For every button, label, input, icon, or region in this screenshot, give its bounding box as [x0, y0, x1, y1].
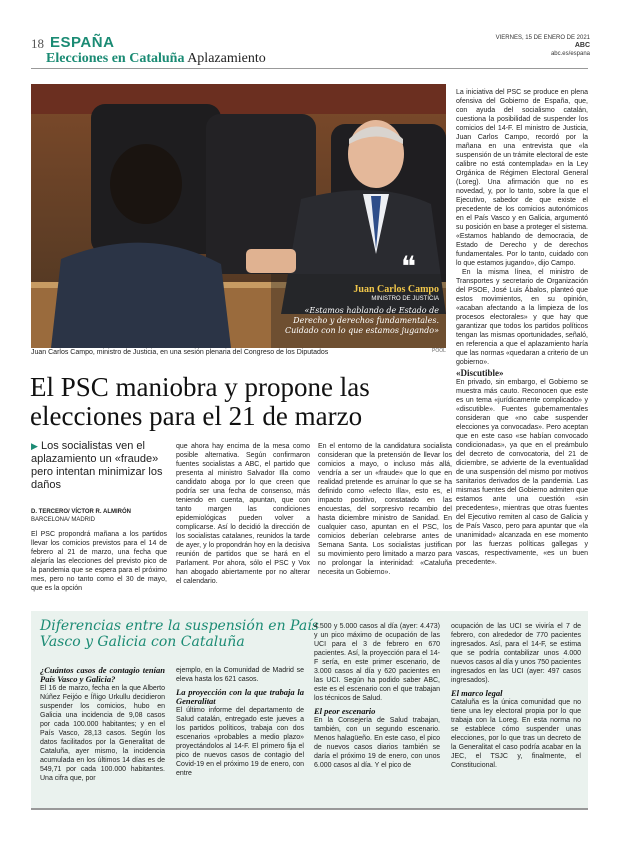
byline [31, 508, 171, 524]
box-s1-title: ¿Cuántos casos de contagio tenían País Vasco y Galicia? [40, 665, 165, 684]
photo-caption: Juan Carlos Campo, ministro de Justicia, en una sesión plenaria del Congreso de los Diputados [31, 349, 329, 356]
subsection-bold: Elecciones en Cataluña [46, 51, 185, 66]
article-col3: En el entorno de la candidatura socialista consideran que la pretensión de llevar los comicios a mayo, o incluso más allá, vendría a ser un «fraude» que lo que en realidad pretende es arruinar lo que se ha definido como «efecto Illa», esto es, el impacto positivo, constatado en las encuestas, del sorpresivo recambio del hasta diciembre ministro de Sanidad. En cualquier caso, apuntan en el PSC, los comicios deberían celebrarse antes de Semana Santa. Los socialistas justifican su movimiento pero limitado a marzo para no prolongar la interinidad: «Cataluña necesita un Gobierno». [318, 443, 452, 576]
col4-para2: En la misma línea, el ministro de Transportes y secretario de Organización del PSOE, José Luis Ábalos, planteó que estos movimientos, en su opinión, «acaban afectando a la limpieza de los procesos electorales» y que hay que garantizar que todos los partidos políticos tengan las mismas oportunidades, señaló, en referencia a que el aplazamiento haría que las normas «quedaran a criterio de un gobierno». [456, 269, 588, 366]
box-s2-title: La proyección con la que trabaja la Generalitat [176, 687, 304, 706]
box-section-1 [40, 666, 165, 783]
dateline: BARCELONA/ MADRID [31, 517, 96, 523]
header-info [486, 34, 590, 58]
quote-icon: ❝ [401, 250, 417, 283]
subsection-rest: Aplazamiento [187, 51, 266, 66]
byline-authors: D. TERCERO/ VÍCTOR R. ALMIRÓN [31, 509, 132, 515]
photo-credit: POOL [432, 348, 446, 354]
col4-para1: La iniciativa del PSC se produce en plena ofensiva del Gobierno de España, que, con ayuda del socialismo catalán, cuestiona la posibilidad de suspender los comicios del 14-F. El ministro de Justicia, Juan Carlos Campo, recordó por la mañana en una entrevista que «la suspensión de un trámite electoral de este calibre no está contemplada» en la Ley Orgánica de Régimen Electoral General (Loreg). Una afirmación que no es novedad, y, por lo tanto, sobre la que el Ejecutivo, sabedor de que existe el precedente de los comicios autonómicos en el País Vasco y en Galicia, argumentó su posición en base a proteger el sistema. «Estamos hablando de democracia, de Estado de Derecho y de derechos fundamentales. Por lo tanto, cuidado con lo que estamos jugando», dijo Campo. [456, 89, 588, 267]
issue-date: VIERNES, 15 DE ENERO DE 2021 [495, 35, 590, 41]
box-s1-cont: ejemplo, en la Comunidad de Madrid se eleva hasta los 621 casos. [176, 667, 304, 683]
box-s2-text: El último informe del departamento de Salud catalán, entregado este jueves a los partidos políticos, trabaja con dos escenarios «probables a medio plazo» proyectándolos al 14-F. El primero fija el pico de nuevos casos de contagio del Covid-19 en el próximo 19 de enero, con entre [176, 707, 304, 777]
bottom-rule [31, 808, 588, 810]
header-rule [31, 68, 588, 69]
main-photo [31, 84, 446, 348]
article-col4 [456, 88, 588, 567]
article-col2: que ahora hay encima de la mesa como posible alternativa. Según confirmaron fuentes socialistas a ABC, el partido que presenta al ministro Salvador Illa como candidato aboga por lo que creen que podría ser una fecha de consenso, más teniendo en cuenta, apuntan, que con tanto margen las condiciones epidemiológicas pueden volver a complicarse. Así lo decidió la dirección de los socialistas catalanes, reunidos la tarde de ayer, y lo propondrán hoy en la decisiva reunión de partidos que se hará en el Parlament. Por ahora, sólo el PSC y Vox han abogado abiertamente por no alterar el calendario. [176, 443, 310, 585]
brand: ABC [574, 42, 590, 49]
box-s3-cont: ocupación de las UCI se viviría el 7 de febrero, con alrededor de 770 pacientes ingresados. Así, para el 14-F, se estima que se podría contabilizar unos 4.000 nuevos casos al día y unos 750 pacientes ingresados en las UCI (ayer: 497 casos ingresados). [451, 623, 581, 684]
page-number: 18 [31, 36, 44, 51]
quote-text: «Estamos hablando de Estado de Derecho y derechos fundamentales. Cuidado con lo que estamos jugando» [284, 306, 439, 335]
quote-role: MINISTRO DE JUSTICIA [371, 296, 439, 302]
deck-text: Los socialistas ven el aplazamiento un «fraude» pero intentan minimizar los daños [31, 440, 163, 491]
quote-name: Juan Carlos Campo [353, 284, 439, 295]
box-section-2 [176, 666, 304, 778]
article-col1: El PSC propondrá mañana a los partidos llevar los comicios previstos para el 14 de febrero al 21 de marzo, una fecha que alejaría las elecciones del previsto pico de la pandemia que se espera para el próximo mes, pero no tanto como el 30 de mayo, que es la opción [31, 531, 167, 592]
box-section-4 [451, 622, 581, 770]
box-s1-text: El 16 de marzo, fecha en la que Alberto Núñez Feijóo e Íñigo Urkullu decidieron suspender los comicios, hubo en Galicia una incidencia de 9,08 casos por cada 100.000 habitantes; y en el País Vasco, 28,13 casos. Según los datos facilitados por la Generalitat de Cataluña, ayer mismo, la incidencia acumulada en los últimos 14 días es de 549,71 por cada 100.000 habitantes. Una cifra que, por [40, 685, 165, 782]
box-s4-text: Cataluña es la única comunidad que no tiene una ley electoral propia por lo que trabaja con la Loreg. En esta norma no se establece cómo suspender unas elecciones, por lo que tras un decreto de la Generalitat el caso podría acabar en la JEC, el TSJC y, finalmente, el Constitucional. [451, 699, 581, 769]
box-s3-text: En la Consejería de Salud trabajan, también, con un segundo escenario. Menos halagüeño. En este caso, el pico de nuevos casos diarios también se daría el próximo 19 de enero, con unos 6.000 casos al día. Y el pico de [314, 717, 440, 769]
headline: El PSC maniobra y propone las elecciones para el 21 de marzo [30, 372, 370, 431]
box-title: Diferencias entre la suspensión en País Vasco y Galicia con Cataluña [40, 618, 319, 650]
deck [31, 440, 171, 492]
section-url: abc.es/espana [550, 51, 590, 57]
section-label: ESPAÑA [50, 34, 115, 51]
box-s4-title: El marco legal [451, 688, 503, 698]
col4-subhead: «Discutible» [456, 368, 504, 378]
triangle-bullet-icon: ▶ [31, 441, 38, 451]
col4-para3: En privado, sin embargo, el Gobierno se muestra más cauto. Reconocen que este es un tema «jurídicamente complicado» y «discutible». Fuentes gubernamentales consideran que «no cabe suspender elecciones ya convocadas». Pero aceptan que en este caso «se habían convocado condicionadas», ya que en el preámbulo del decreto de convocatoria, del 21 de diciembre, se advierte de la eventualidad de una suspensión del mismo por motivos sanitarios derivados de la pandemia. Las mismas fuentes del Gobierno admiten que estamos ante una cuestión «sin precedentes», mientras que otras fuentes del Ejecutivo remiten al caso de Galicia y de País Vasco, pero para apuntar que «la unanimidad» alcanzada en ese momento por las fuerzas políticas gallegas y vascas, respectivamente, «es un buen precedente». [456, 379, 588, 566]
subsection-label [46, 51, 266, 67]
box-s3-title: El peor escenario [314, 706, 376, 716]
box-s2-cont: 4.500 y 5.000 casos al día (ayer: 4.473) y un pico máximo de ocupación de las UCI para el 3 de febrero en 670 pacientes. Así, la proyección para el 14-F sería, en este primer escenario, de 3.000 casos al día y 620 pacientes en las UCI. Según ha podido saber ABC, este es el escenario con el que trabajan los técnicos de Salud. [314, 623, 440, 702]
box-section-3 [314, 622, 440, 770]
